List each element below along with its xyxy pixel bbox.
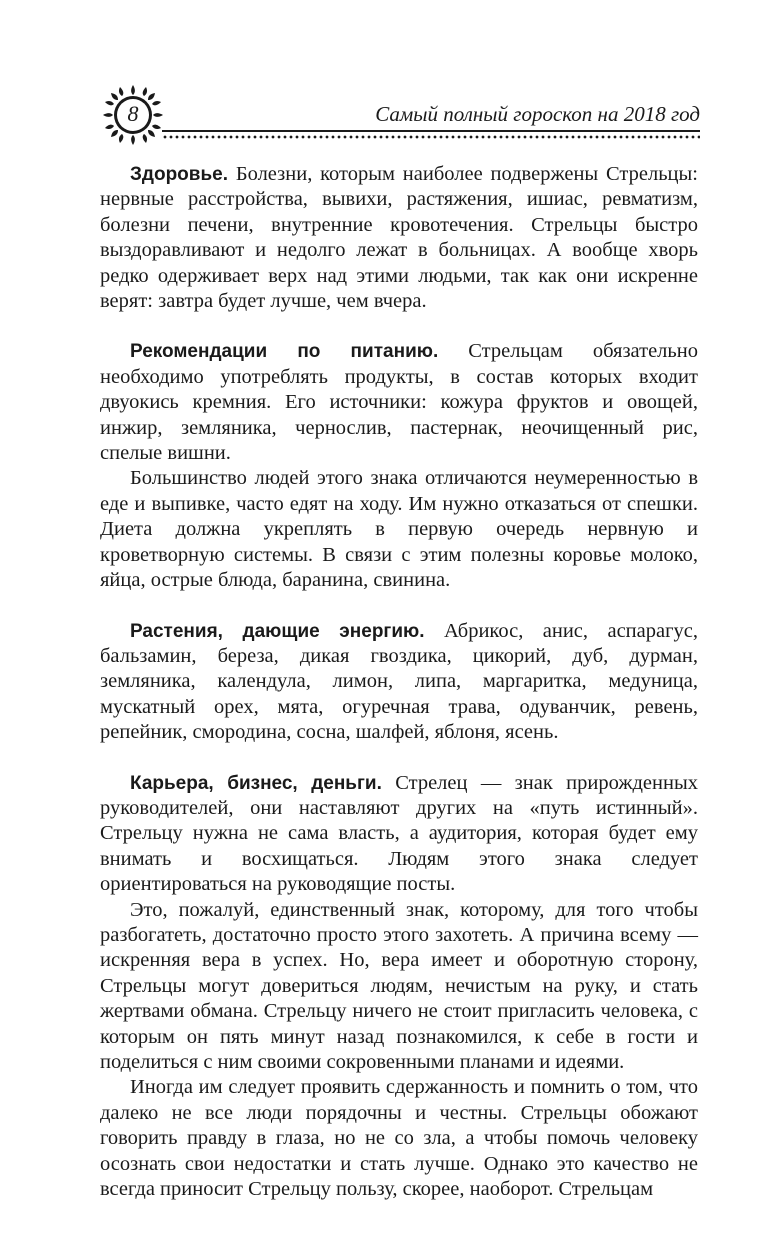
paragraph-restraint <box>100 1075 698 1202</box>
text-plants: Абрикос, анис, аспарагус, бальзамин, береза, дикая гвоздика, цикорий, дуб, дурман, земляника, календула, лимон, липа, маргаритка, медуница, мускатный орех, мята, огуречная трава, одуванчик, ревень, репейник, смородина, сосна, шалфей, яблоня, ясень. <box>100 619 698 744</box>
text-nutrition: Стрельцам обязательно необходимо употреблять продукты, в состав которых входит двуокись кремния. Его источники: кожура фруктов и овощей, инжир, земляника, чернослив, пастернак, неочищенный рис, спелые вишни. <box>100 340 698 465</box>
text-career: Стрелец — знак прирожденных руководителей, они наставляют других на «путь истинный». Стрельцу нужна не сама власть, а аудитория, которая будет ему внимать и восхищаться. Людям этого знака следует ориентироваться на руководящие посты. <box>100 771 698 896</box>
running-title: Самый полный гороскоп на 2018 год <box>375 102 700 126</box>
page-number: 8 <box>127 101 139 126</box>
page-body <box>100 162 698 1202</box>
lead-health: Здоровье. <box>130 164 228 185</box>
paragraph-diet <box>100 466 698 593</box>
text-restraint: Иногда им следует проявить сдержанность и помнить о том, что далеко не все люди порядочны и честны. Стрельцы обожают говорить правду в глаза, но не со зла, а чтобы помочь человеку осознать свои недостатки и стать лучше. Однако это качество не всегда приносит Стрельцу пользу, скорее, наоборот. Стрельцам <box>100 1076 698 1201</box>
text-health: Болезни, которым наиболее подвержены Стрельцы: нервные расстройства, вывихи, растяжения, ишиас, ревматизм, болезни печени, внутренние кровотечения. Стрельцы быстро выздоравливают и недолго лежат в больницах. А вообще хворь редко одерживает верх над этими людьми, так как они искренне верят: завтра будет лучше, чем вчера. <box>100 163 698 313</box>
paragraph-wealth <box>100 898 698 1076</box>
lead-career: Карьера, бизнес, деньги. <box>130 772 382 794</box>
paragraph-health <box>100 162 698 314</box>
paragraph-nutrition <box>100 339 698 466</box>
lead-nutrition: Рекомендации по питанию. <box>130 341 439 363</box>
header-dotted-rule <box>162 134 700 140</box>
text-wealth: Это, пожалуй, единственный знак, которому, для того чтобы разбогатеть, достаточно просто этого захотеть. А причина всему — искренняя вера в успех. Но, вера имеет и оборотную сторону, Стрельцы могут довериться людям, нечистым на руку, и стать жертвами обмана. Стрельцу ничего не стоит пригласить человека, с которым он пять минут назад познакомился, к себе в гости и поделиться с ним своими сокровенными планами и идеями. <box>100 898 698 1073</box>
paragraph-plants <box>100 619 698 746</box>
text-diet: Большинство людей этого знака отличаются неумеренностью в еде и выпивке, часто едят на ходу. Им нужно отказаться от спешки. Диета должна укреплять в первую очередь нервную и кроветворную системы. В связи с этим полезны коровье молоко, яйца, острые блюда, баранина, свинина. <box>100 467 698 592</box>
header-rule <box>162 130 700 132</box>
lead-plants: Растения, дающие энергию. <box>130 620 425 642</box>
paragraph-career <box>100 771 698 898</box>
page-header <box>100 82 700 148</box>
